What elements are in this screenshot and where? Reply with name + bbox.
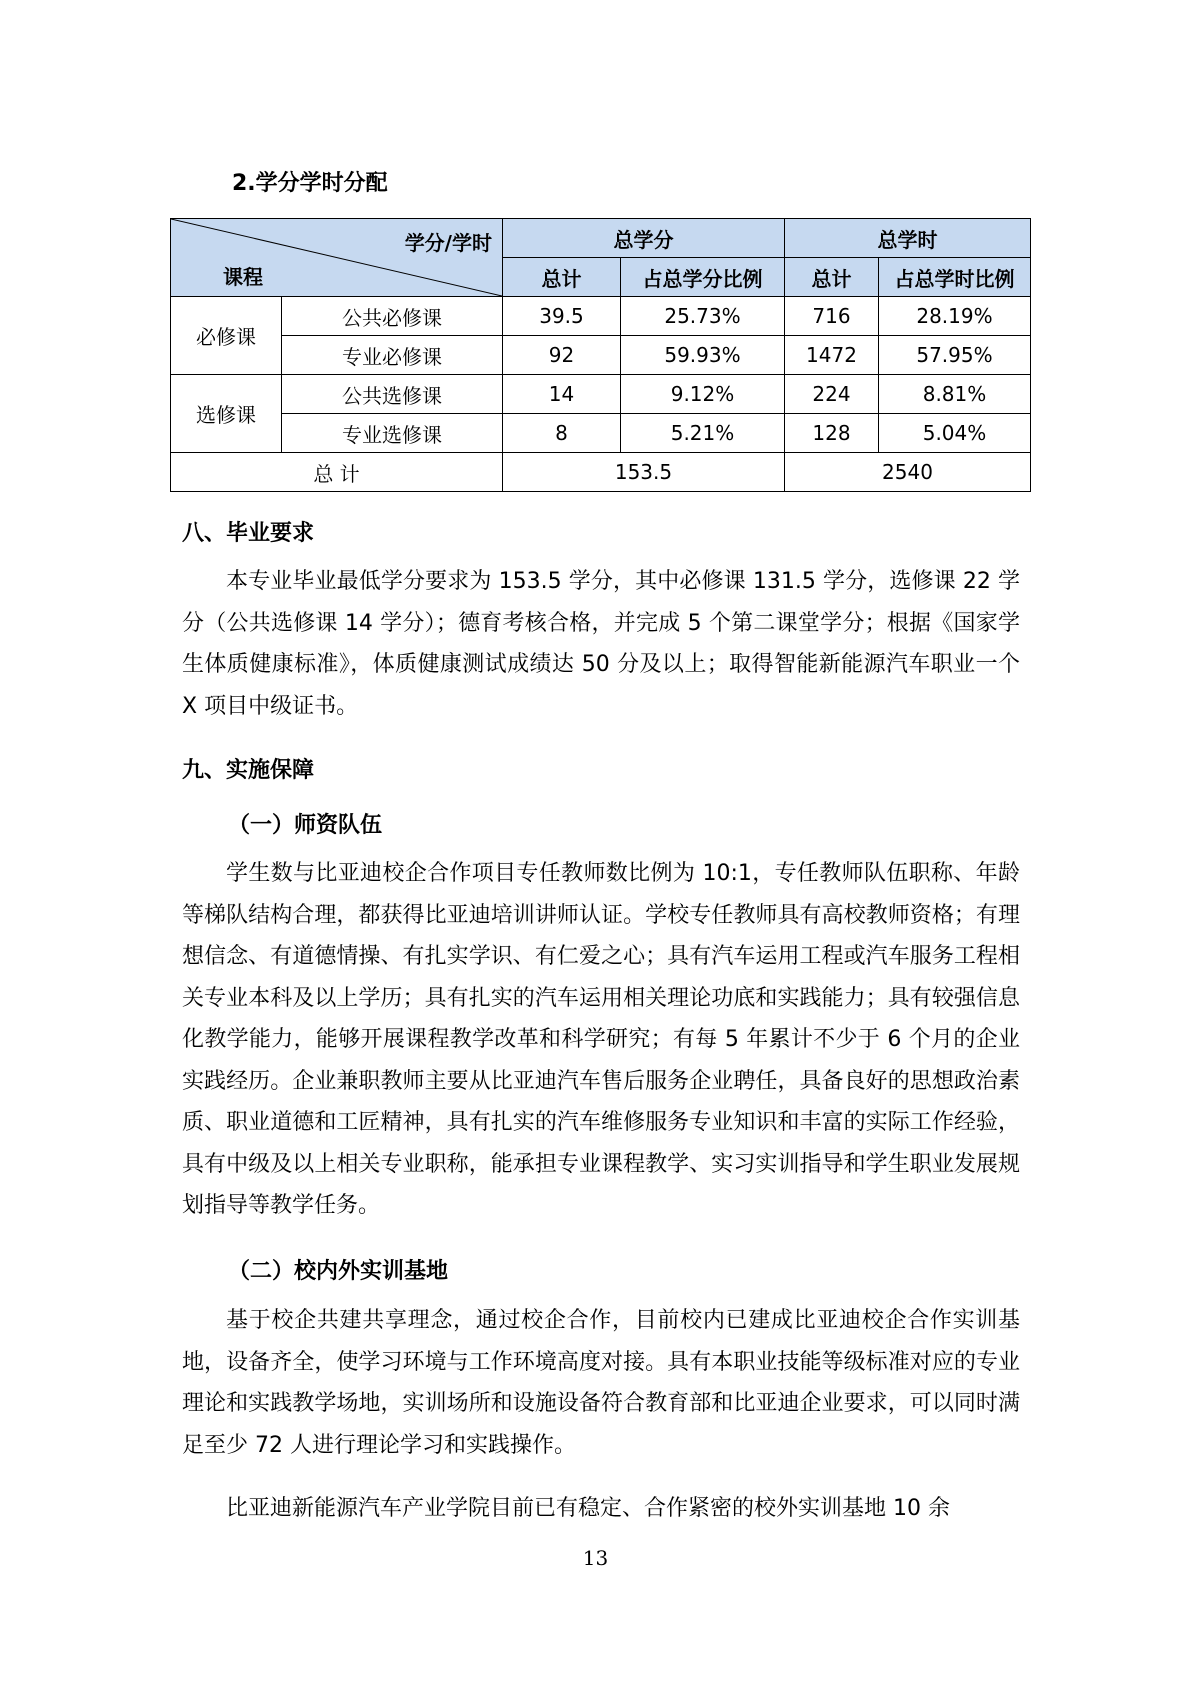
heading-guarantee: 九、实施保障 bbox=[182, 758, 315, 783]
table-row bbox=[171, 297, 1031, 336]
table-total-row bbox=[171, 453, 1031, 492]
total-credits: 153.5 bbox=[503, 453, 785, 492]
total-label: 总 计 bbox=[171, 453, 503, 492]
header-hour-ratio: 占总学时比例 bbox=[879, 258, 1031, 297]
diag-header-top: 学分/学时 bbox=[404, 231, 492, 255]
heading-graduation: 八、毕业要求 bbox=[182, 521, 315, 546]
course-name: 公共必修课 bbox=[282, 297, 503, 336]
header-credit-sum: 总计 bbox=[503, 258, 621, 297]
credit-hours-table bbox=[170, 218, 1031, 492]
header-total-hours: 总学时 bbox=[785, 219, 1031, 258]
course-name: 专业必修课 bbox=[282, 336, 503, 375]
credits: 92 bbox=[503, 336, 621, 375]
total-hours: 2540 bbox=[785, 453, 1031, 492]
credit-ratio: 59.93% bbox=[621, 336, 785, 375]
category-required: 必修课 bbox=[171, 297, 282, 375]
header-hour-sum: 总计 bbox=[785, 258, 879, 297]
table-row bbox=[171, 414, 1031, 453]
hours: 716 bbox=[785, 297, 879, 336]
hour-ratio: 28.19% bbox=[879, 297, 1031, 336]
section-subheading: 2.学分学时分配 bbox=[232, 171, 388, 196]
paragraph-training-bases-2: 比亚迪新能源汽车产业学院目前已有稳定、合作紧密的校外实训基地 10 余 bbox=[226, 1496, 950, 1521]
credit-ratio: 9.12% bbox=[621, 375, 785, 414]
hours: 128 bbox=[785, 414, 879, 453]
paragraph-teachers: 学生数与比亚迪校企合作项目专任教师数比例为 10:1，专任教师队伍职称、年龄等梯队结构合理，都获得比亚迪培训讲师认证。学校专任教师具有高校教师资格；有理想信念、有道德情操、有扎实学识、有仁爱之心；具有汽车运用工程或汽车服务工程相关专业本科及以上学历；具有扎实的汽车运用相关理论功底和实践能力；具有较强信息化教学能力，能够开展课程教学改革和科学研究；有每 5 年累计不少于 6 个月的企业实践经历。企业兼职教师主要从比亚迪汽车售后服务企业聘任，具备良好的思想政治素质、职业道德和工匠精神，具有扎实的汽车维修服务专业知识和丰富的实际工作经验，具有中级及以上相关专业职称，能承担专业课程教学、实习实训指导和学生职业发展规划指导等教学任务。 bbox=[182, 861, 1020, 1218]
credit-ratio: 25.73% bbox=[621, 297, 785, 336]
credits: 39.5 bbox=[503, 297, 621, 336]
header-total-credits: 总学分 bbox=[503, 219, 785, 258]
diagonal-header-cell bbox=[171, 219, 503, 297]
hour-ratio: 57.95% bbox=[879, 336, 1031, 375]
paragraph-training-bases-1: 基于校企共建共享理念，通过校企合作，目前校内已建成比亚迪校企合作实训基地，设备齐全，使学习环境与工作环境高度对接。具有本职业技能等级标准对应的专业理论和实践教学场地，实训场所和设施设备符合教育部和比亚迪企业要求，可以同时满足至少 72 人进行理论学习和实践操作。 bbox=[182, 1308, 1020, 1458]
hour-ratio: 5.04% bbox=[879, 414, 1031, 453]
hour-ratio: 8.81% bbox=[879, 375, 1031, 414]
hours: 224 bbox=[785, 375, 879, 414]
heading-teachers: （一）师资队伍 bbox=[228, 813, 383, 838]
table-row bbox=[171, 336, 1031, 375]
hours: 1472 bbox=[785, 336, 879, 375]
header-credit-ratio: 占总学分比例 bbox=[621, 258, 785, 297]
table-row bbox=[171, 375, 1031, 414]
category-elective: 选修课 bbox=[171, 375, 282, 453]
course-name: 公共选修课 bbox=[282, 375, 503, 414]
credits: 14 bbox=[503, 375, 621, 414]
heading-training-bases: （二）校内外实训基地 bbox=[228, 1259, 449, 1284]
credits: 8 bbox=[503, 414, 621, 453]
diag-header-bottom: 课程 bbox=[223, 265, 263, 289]
paragraph-graduation: 本专业毕业最低学分要求为 153.5 学分，其中必修课 131.5 学分，选修课 22 学分（公共选修课 14 学分）；德育考核合格，并完成 5 个第二课堂学分；根据《国家学生体质健康标准》，体质健康测试成绩达 50 分及以上；取得智能新能源汽车职业一个 X 项目中级证书。 bbox=[182, 569, 1020, 719]
credit-ratio: 5.21% bbox=[621, 414, 785, 453]
page-number: 13 bbox=[582, 1546, 609, 1570]
course-name: 专业选修课 bbox=[282, 414, 503, 453]
